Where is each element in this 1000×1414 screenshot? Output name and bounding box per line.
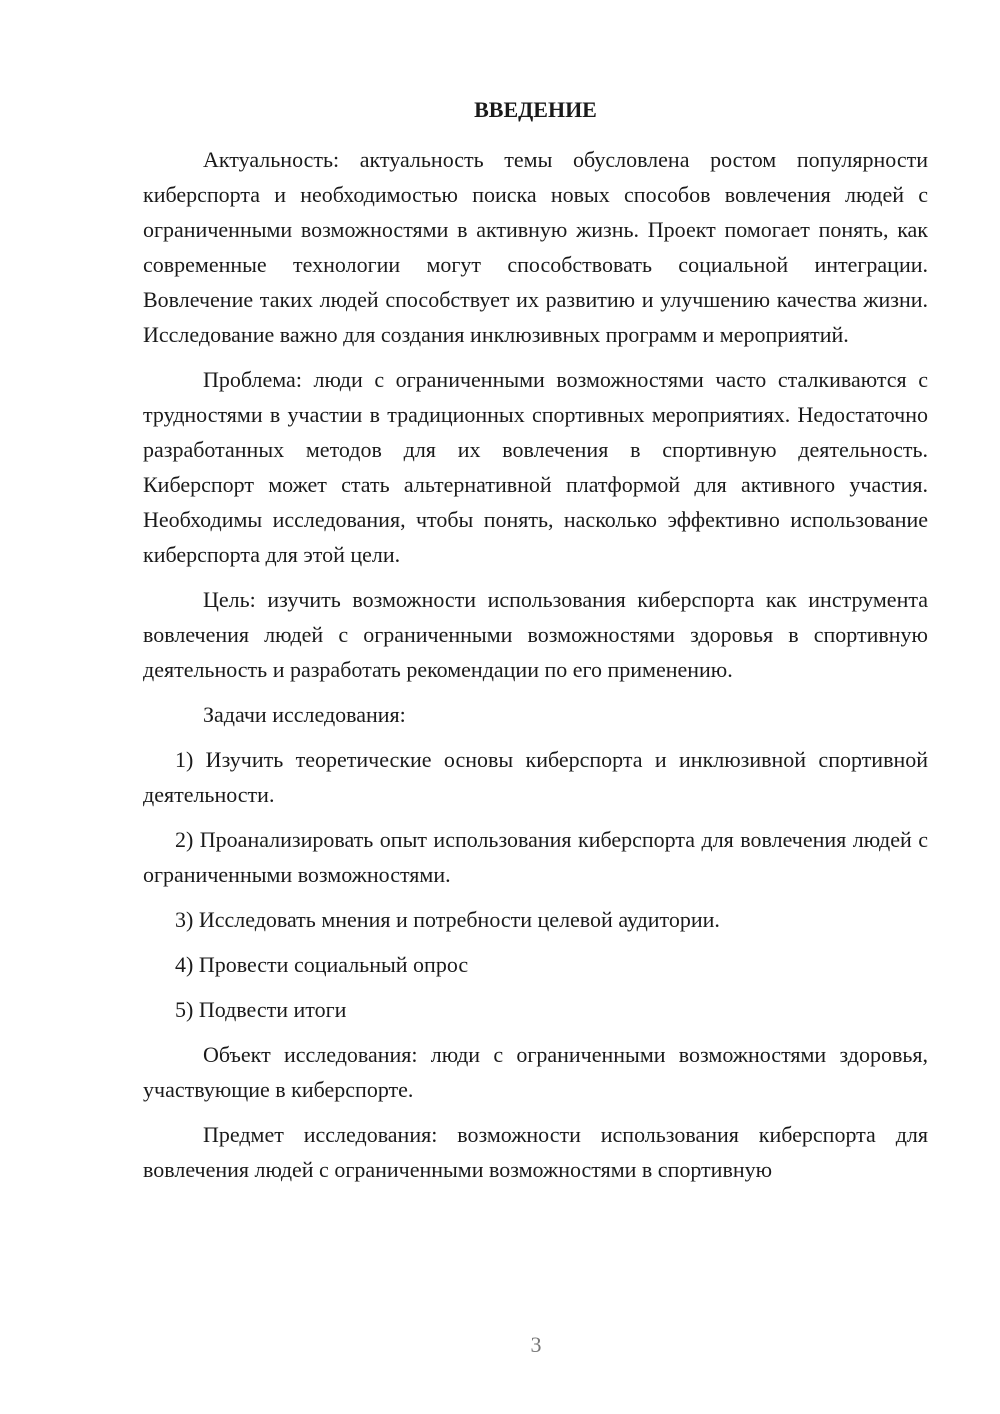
page-number: 3 [530, 1332, 542, 1357]
document-page [143, 95, 928, 1187]
relevance-paragraph: Актуальность: актуальность темы обусловлена ростом популярности киберспорта и необходимостью поиска новых способов вовлечения людей с ограниченными возможностями в активную жизнь. Проект помогает понять, как современные технологии могут способствовать социальной интеграции. Вовлечение таких людей способствует их развитию и улучшению качества жизни. Исследование важно для создания инклюзивных программ и мероприятий. [143, 147, 928, 347]
section-heading: ВВЕДЕНИЕ [474, 97, 597, 122]
task-item: 2) Проанализировать опыт использования киберспорта для вовлечения людей с ограниченными возможностями. [143, 827, 928, 887]
tasks-heading: Задачи исследования: [203, 702, 406, 727]
task-item: 5) Подвести итоги [175, 997, 347, 1022]
object-paragraph: Объект исследования: люди с ограниченными возможностями здоровья, участвующие в киберспорте. [143, 1042, 928, 1102]
task-item: 1) Изучить теоретические основы киберспорта и инклюзивной спортивной деятельности. [143, 747, 928, 807]
subject-paragraph: Предмет исследования: возможности использования киберспорта для вовлечения людей с ограниченными возможностями в спортивную [143, 1122, 928, 1182]
goal-paragraph: Цель: изучить возможности использования киберспорта как инструмента вовлечения людей с ограниченными возможностями здоровья в спортивную деятельность и разработать рекомендации по его применению. [143, 587, 928, 682]
task-item: 4) Провести социальный опрос [175, 952, 469, 977]
task-item: 3) Исследовать мнения и потребности целевой аудитории. [175, 907, 720, 932]
problem-paragraph: Проблема: люди с ограниченными возможностями часто сталкиваются с трудностями в участии в традиционных спортивных мероприятиях. Недостаточно разработанных методов для их вовлечения в спортивную деятельность. Киберспорт может стать альтернативной платформой для активного участия. Необходимы исследования, чтобы понять, насколько эффективно использование киберспорта для этой цели. [143, 367, 928, 567]
